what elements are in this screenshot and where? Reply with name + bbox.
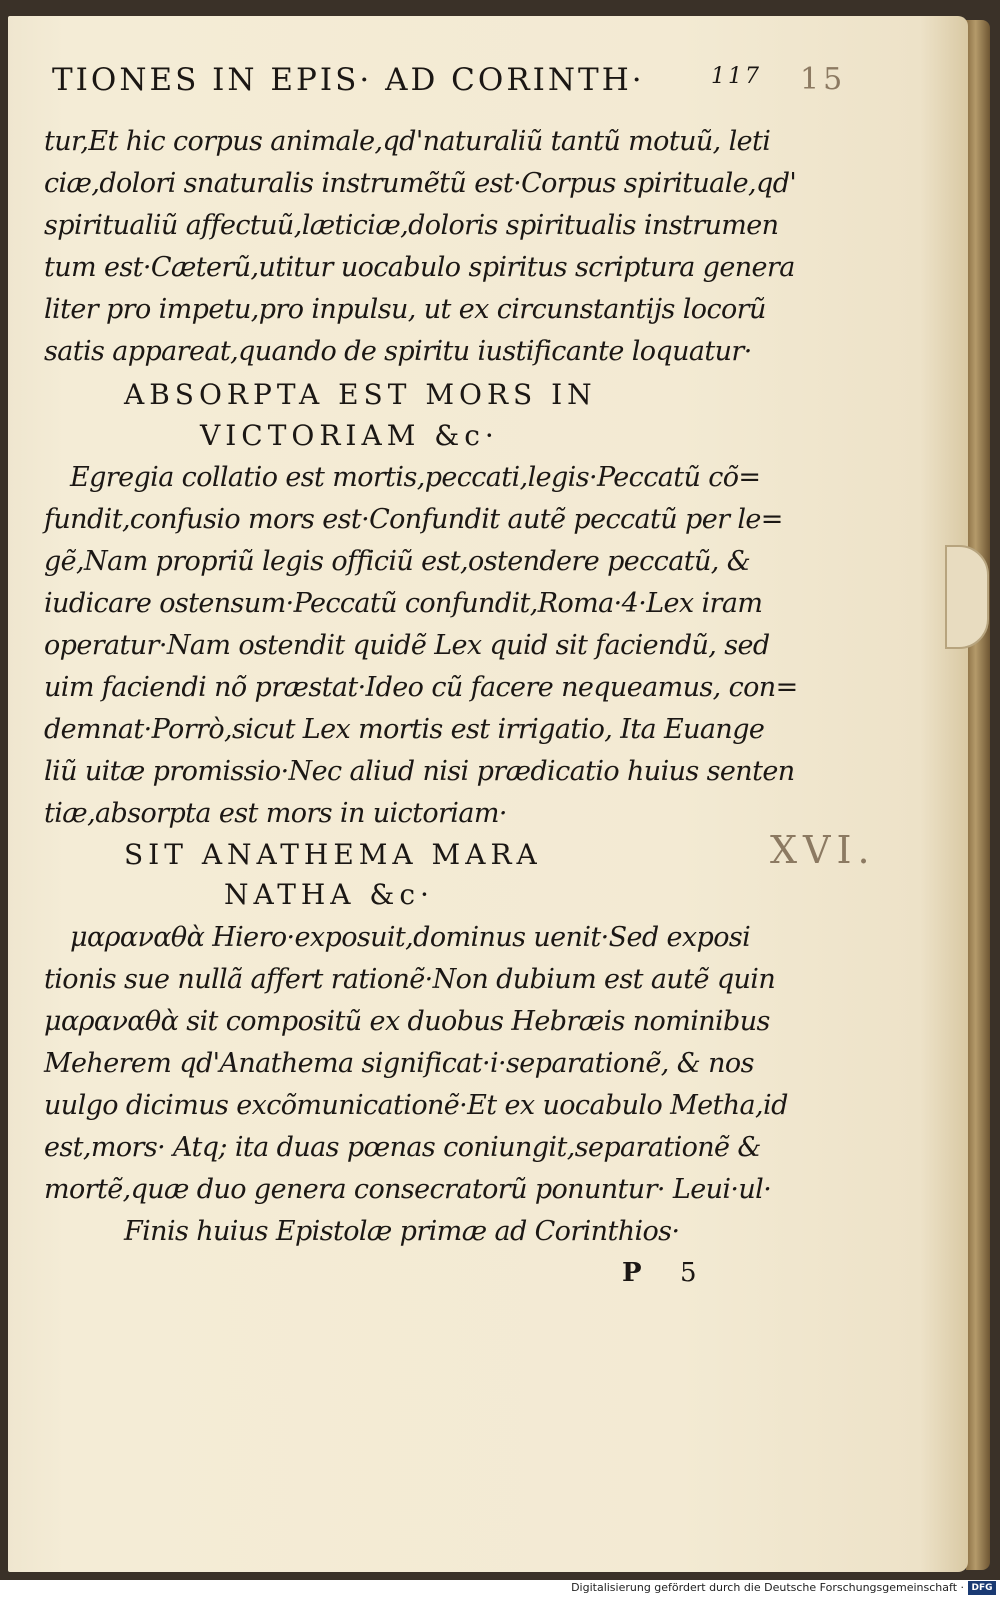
signature-letter: P xyxy=(622,1258,642,1288)
page-tab xyxy=(945,545,989,649)
running-head xyxy=(52,62,762,102)
text-line: operatur·Nam ostendit quidẽ Lex quid sit faciendũ, sed xyxy=(44,630,770,661)
text-line: Egregia collatio est mortis,peccati,legis·Peccatũ cõ= xyxy=(70,462,761,493)
text-line: liũ uitæ promissio·Nec aliud nisi prædicatio huius senten xyxy=(44,756,795,787)
section-heading: NATHA &c· xyxy=(224,878,434,911)
text-line: tur,Et hic corpus animale,qd'naturaliũ tantũ motuũ, leti xyxy=(44,126,771,157)
book-edge xyxy=(966,20,990,1570)
text-line: μαραναθὰ Hiero·exposuit,dominus uenit·Sed exposi xyxy=(70,922,751,953)
text-line: gẽ,Nam propriũ legis officiũ est,ostendere peccatũ, & xyxy=(44,546,751,577)
text-line: uim faciendi nõ præstat·Ideo cũ facere nequeamus, con= xyxy=(44,672,798,703)
text-line: mortẽ,quæ duo genera consecratorũ ponuntur· Leui·ul· xyxy=(44,1174,772,1205)
section-heading: ABSORPTA EST MORS IN xyxy=(124,378,597,411)
text-line: μαραναθὰ sit compositũ ex duobus Hebræis nominibus xyxy=(44,1006,770,1037)
running-head-title: TIONES IN EPIS· AD CORINTH· xyxy=(52,62,645,98)
text-line: tum est·Cæterũ,utitur uocabulo spiritus scriptura genera xyxy=(44,252,795,283)
dfg-logo: DFG xyxy=(968,1581,996,1595)
book-page xyxy=(8,16,968,1572)
section-heading: VICTORIAM &c· xyxy=(200,419,499,452)
text-line: est,mors· Atq; ita duas pœnas coniungit,separationẽ & xyxy=(44,1132,761,1163)
text-line: demnat·Porrò,sicut Lex mortis est irrigatio, Ita Euange xyxy=(44,714,765,745)
text-line: spiritualiũ affectuũ,læticiæ,doloris spiritualis instrumen xyxy=(44,210,779,241)
section-heading: SIT ANATHEMA MARA xyxy=(124,838,542,871)
margin-note-side: XVI. xyxy=(770,828,876,872)
text-line: iudicare ostensum·Peccatũ confundit,Roma·4·Lex iram xyxy=(44,588,763,619)
text-line: ciæ,dolori snaturalis instrumẽtũ est·Corpus spirituale,qd' xyxy=(44,168,797,199)
margin-note-top: 15 xyxy=(800,62,847,97)
signature-number: 5 xyxy=(680,1258,697,1288)
text-line: liter pro impetu,pro inpulsu, ut ex circunstantijs locorũ xyxy=(44,294,766,325)
folio-number: 117 xyxy=(711,64,762,89)
text-line: satis appareat,quando de spiritu iustificante loquatur· xyxy=(44,336,752,367)
digitization-credit: Digitalisierung gefördert durch die Deutsche Forschungsgemeinschaft · xyxy=(571,1581,964,1594)
text-line: tiæ,absorpta est mors in uictoriam· xyxy=(44,798,507,829)
colophon: Finis huius Epistolæ primæ ad Corinthios· xyxy=(124,1216,680,1247)
text-line: Meherem qd'Anathema significat·i·separationẽ, & nos xyxy=(44,1048,754,1079)
text-line: uulgo dicimus excõmunicationẽ·Et ex uocabulo Metha,id xyxy=(44,1090,788,1121)
text-line: tionis sue nullã affert rationẽ·Non dubium est autẽ quin xyxy=(44,964,776,995)
text-line: fundit,confusio mors est·Confundit autẽ peccatũ per le= xyxy=(44,504,783,535)
